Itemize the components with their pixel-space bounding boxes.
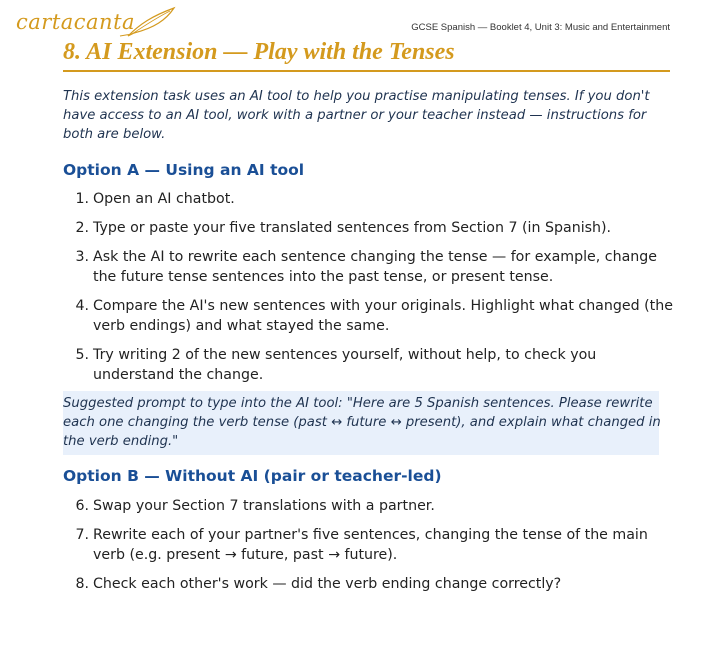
- list-item: 6. Swap your Section 7 translations with a partner.: [75, 498, 435, 514]
- option-a-heading: Option A — Using an AI tool: [63, 161, 305, 179]
- title-rule: [63, 70, 670, 72]
- list-item: 1. Open an AI chatbot.: [75, 191, 235, 207]
- list-item: 4. Compare the AI's new sentences with your originals. Highlight what changed (the verb endings) and what stayed the same.: [75, 298, 673, 334]
- suggested-prompt-text: Suggested prompt to type into the AI tool: "Here are 5 Spanish sentences. Please rewrite each one changing the verb tense (past ↔ future ↔ present), and explain what changed in the verb ending.": [63, 396, 661, 449]
- page-title: 8. AI Extension — Play with the Tenses: [63, 39, 455, 65]
- option-b-list: [63, 496, 673, 603]
- header-meta: GCSE Spanish — Booklet 4, Unit 3: Music and Entertainment: [411, 22, 670, 33]
- list-item: 2. Type or paste your five translated sentences from Section 7 (in Spanish).: [75, 220, 612, 236]
- quill-icon: [118, 6, 178, 38]
- intro-text: This extension task uses an AI tool to help you practise manipulating tenses. If you don't have access to an AI tool, work with a partner or your teacher instead — instructions for both are below.: [63, 89, 650, 142]
- logo: [16, 6, 166, 38]
- list-item: 8. Check each other's work — did the verb ending change correctly?: [75, 576, 562, 592]
- option-b-heading: Option B — Without AI (pair or teacher-led): [63, 467, 442, 485]
- list-item: 3. Ask the AI to rewrite each sentence changing the tense — for example, change the future tense sentences into the past tense, or present tense.: [75, 249, 658, 285]
- suggested-prompt-box: [63, 391, 659, 455]
- list-item: 7. Rewrite each of your partner's five sentences, changing the tense of the main verb (e.g. present → future, past → future).: [75, 527, 648, 563]
- list-item: 5. Try writing 2 of the new sentences yourself, without help, to check you understand the change.: [75, 347, 597, 383]
- option-a-list: [63, 189, 673, 394]
- logo-text: cartacanta: [16, 10, 136, 34]
